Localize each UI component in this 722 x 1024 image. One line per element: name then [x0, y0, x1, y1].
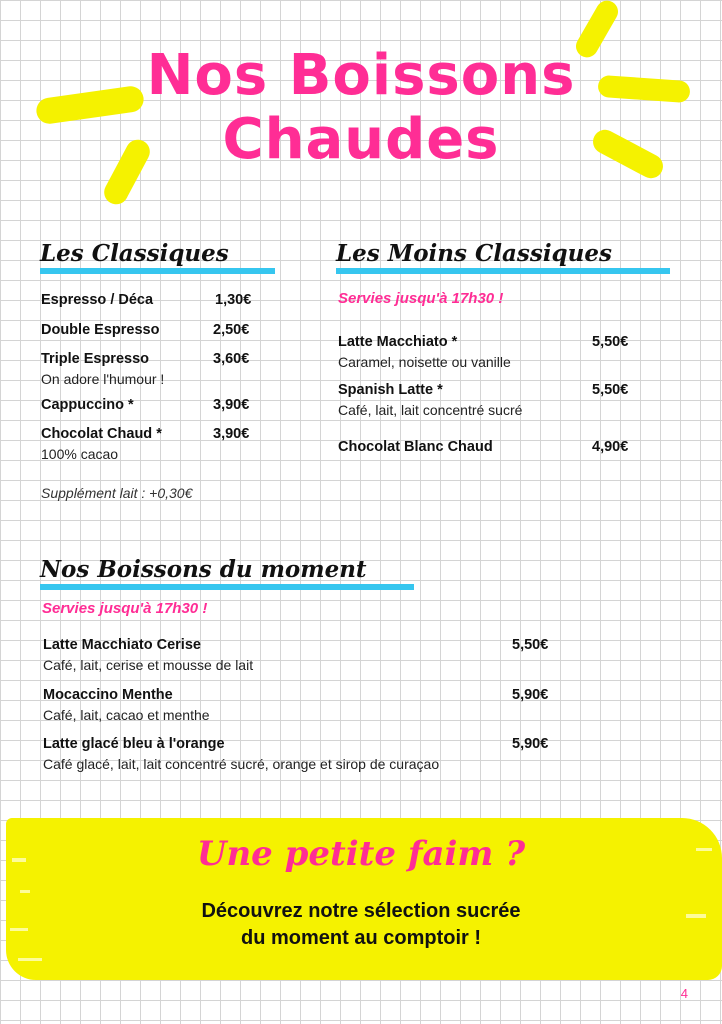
page-number: 4: [680, 986, 688, 1001]
item-name: Mocaccino Menthe: [43, 687, 173, 703]
item-name: Spanish Latte *: [338, 382, 443, 398]
item-description: Café, lait, lait concentré sucré: [338, 402, 523, 418]
item-description: On adore l'humour !: [41, 371, 165, 387]
item-name: Cappuccino *: [41, 397, 134, 413]
section-heading-text: Les Moins Classiques: [336, 240, 612, 267]
availability-note: Servies jusqu'à 17h30 !: [338, 290, 504, 307]
section-heading-moins-classiques: [336, 240, 612, 267]
item-description: Caramel, noisette ou vanille: [338, 354, 511, 370]
item-price: 5,50€: [592, 334, 629, 350]
page-title: [0, 44, 722, 172]
item-price: 4,90€: [592, 439, 629, 455]
band-texture: [18, 958, 42, 961]
section-heading-text: Les Classiques: [40, 240, 229, 267]
item-price: 1,30€: [215, 292, 252, 308]
heading-underline: [336, 268, 670, 274]
item-price: 5,90€: [512, 736, 549, 752]
item-name: Chocolat Blanc Chaud: [338, 439, 493, 455]
band-texture: [20, 890, 30, 893]
snack-title: Une petite faim ?: [196, 834, 526, 874]
availability-note: Servies jusqu'à 17h30 !: [42, 600, 208, 617]
item-name: Triple Espresso: [41, 351, 149, 367]
item-price: 5,50€: [512, 637, 549, 653]
item-price: 5,50€: [592, 382, 629, 398]
page-title-line-1: Nos Boissons: [146, 43, 576, 108]
item-price: 2,50€: [213, 322, 250, 338]
heading-underline: [40, 268, 275, 274]
item-name: Chocolat Chaud *: [41, 426, 162, 442]
page-title-line-2: Chaudes: [222, 107, 500, 172]
item-name: Double Espresso: [41, 322, 160, 338]
milk-supplement-note: Supplément lait : +0,30€: [41, 485, 193, 501]
item-price: 5,90€: [512, 687, 549, 703]
item-name: Latte glacé bleu à l'orange: [43, 736, 225, 752]
item-price: 3,90€: [213, 426, 250, 442]
item-name: Espresso / Déca: [41, 292, 154, 308]
item-description: Café, lait, cerise et mousse de lait: [43, 657, 254, 673]
snack-text-line-1: Découvrez notre sélection sucrée: [201, 900, 521, 922]
section-heading-moment: [40, 556, 367, 583]
section-heading-text: Nos Boissons du moment: [40, 556, 367, 583]
item-name: Latte Macchiato *: [338, 334, 458, 350]
item-name: Latte Macchiato Cerise: [43, 637, 201, 653]
snack-text-line-2: du moment au comptoir !: [241, 927, 481, 949]
heading-underline: [40, 584, 414, 590]
item-description: 100% cacao: [41, 446, 119, 462]
section-heading-classiques: [40, 240, 229, 267]
item-description: Café, lait, cacao et menthe: [43, 707, 210, 723]
item-description: Café glacé, lait, lait concentré sucré, orange et sirop de curaçao: [43, 756, 440, 772]
item-price: 3,90€: [213, 397, 250, 413]
item-price: 3,60€: [213, 351, 250, 367]
